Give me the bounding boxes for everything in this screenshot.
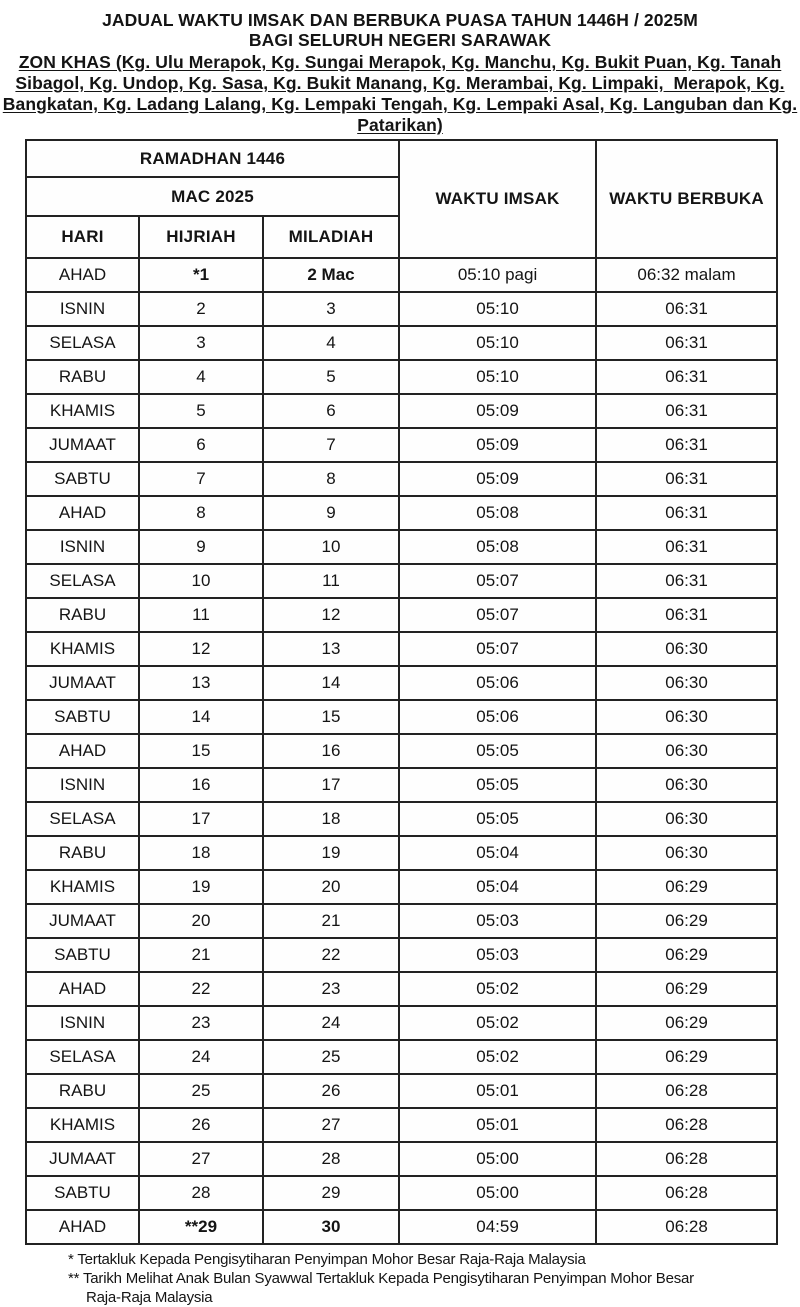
cell-hijriah: 12 <box>139 632 263 666</box>
cell-imsak: 05:08 <box>399 496 596 530</box>
cell-hijriah: 22 <box>139 972 263 1006</box>
cell-berbuka: 06:31 <box>596 292 777 326</box>
cell-imsak: 05:10 <box>399 292 596 326</box>
header-waktu-berbuka: WAKTU BERBUKA <box>596 140 777 258</box>
cell-hijriah: *1 <box>139 258 263 292</box>
cell-hari: SABTU <box>26 462 139 496</box>
cell-hijriah: 20 <box>139 904 263 938</box>
footnote-1: * Tertakluk Kepada Pengisytiharan Penyimpan Mohor Besar Raja-Raja Malaysia <box>68 1251 586 1268</box>
cell-berbuka: 06:28 <box>596 1108 777 1142</box>
cell-hijriah: 15 <box>139 734 263 768</box>
cell-hijriah: 23 <box>139 1006 263 1040</box>
cell-hari: AHAD <box>26 496 139 530</box>
cell-hijriah: 17 <box>139 802 263 836</box>
cell-hijriah: 10 <box>139 564 263 598</box>
cell-hijriah: 28 <box>139 1176 263 1210</box>
cell-berbuka: 06:30 <box>596 734 777 768</box>
cell-miladiah: 15 <box>263 700 399 734</box>
table-row <box>26 768 777 802</box>
cell-imsak: 05:04 <box>399 836 596 870</box>
header-waktu-imsak: WAKTU IMSAK <box>399 140 596 258</box>
cell-imsak: 04:59 <box>399 1210 596 1244</box>
table-row <box>26 1176 777 1210</box>
cell-miladiah: 9 <box>263 496 399 530</box>
cell-hijriah: 18 <box>139 836 263 870</box>
cell-miladiah: 27 <box>263 1108 399 1142</box>
table-row <box>26 1142 777 1176</box>
cell-imsak: 05:00 <box>399 1142 596 1176</box>
table-row <box>26 530 777 564</box>
cell-miladiah: 28 <box>263 1142 399 1176</box>
cell-imsak: 05:02 <box>399 1006 596 1040</box>
table-row <box>26 632 777 666</box>
cell-miladiah: 6 <box>263 394 399 428</box>
cell-berbuka: 06:28 <box>596 1176 777 1210</box>
cell-berbuka: 06:31 <box>596 462 777 496</box>
zone-heading-line3: Bangkatan, Kg. Ladang Lalang, Kg. Lempaki Tengah, Kg. Lempaki Asal, Kg. Languban dan Kg. <box>2 94 798 114</box>
cell-hijriah: 19 <box>139 870 263 904</box>
table-row <box>26 394 777 428</box>
cell-hari: RABU <box>26 598 139 632</box>
cell-hari: RABU <box>26 1074 139 1108</box>
page-title-line1: JADUAL WAKTU IMSAK DAN BERBUKA PUASA TAHUN 1446H / 2025M <box>102 10 698 30</box>
table-row <box>26 428 777 462</box>
cell-berbuka: 06:31 <box>596 564 777 598</box>
cell-hari: SELASA <box>26 564 139 598</box>
cell-hijriah: 9 <box>139 530 263 564</box>
cell-imsak: 05:05 <box>399 768 596 802</box>
table-row <box>26 360 777 394</box>
table-row <box>26 836 777 870</box>
cell-imsak: 05:10 <box>399 360 596 394</box>
cell-miladiah: 4 <box>263 326 399 360</box>
cell-hari: AHAD <box>26 258 139 292</box>
cell-miladiah: 13 <box>263 632 399 666</box>
table-row <box>26 802 777 836</box>
cell-imsak: 05:07 <box>399 632 596 666</box>
cell-berbuka: 06:29 <box>596 938 777 972</box>
cell-hari: JUMAAT <box>26 904 139 938</box>
cell-berbuka: 06:30 <box>596 700 777 734</box>
cell-miladiah: 29 <box>263 1176 399 1210</box>
cell-hari: AHAD <box>26 1210 139 1244</box>
cell-miladiah: 30 <box>263 1210 399 1244</box>
cell-miladiah: 8 <box>263 462 399 496</box>
cell-imsak: 05:08 <box>399 530 596 564</box>
footnote-2: ** Tarikh Melihat Anak Bulan Syawwal Tertakluk Kepada Pengisytiharan Penyimpan Mohor Besar Raja-Raja Malaysia <box>68 1270 694 1306</box>
table-row <box>26 326 777 360</box>
cell-hari: JUMAAT <box>26 1142 139 1176</box>
table-row <box>26 258 777 292</box>
cell-hari: RABU <box>26 836 139 870</box>
cell-hari: SELASA <box>26 1040 139 1074</box>
cell-berbuka: 06:31 <box>596 598 777 632</box>
cell-hari: ISNIN <box>26 530 139 564</box>
cell-hari: SABTU <box>26 938 139 972</box>
cell-imsak: 05:10 pagi <box>399 258 596 292</box>
cell-hijriah: 8 <box>139 496 263 530</box>
cell-hari: SELASA <box>26 326 139 360</box>
cell-miladiah: 5 <box>263 360 399 394</box>
table-row <box>26 564 777 598</box>
table-row <box>26 1006 777 1040</box>
cell-miladiah: 22 <box>263 938 399 972</box>
cell-hari: KHAMIS <box>26 632 139 666</box>
cell-imsak: 05:09 <box>399 428 596 462</box>
cell-miladiah: 18 <box>263 802 399 836</box>
cell-imsak: 05:06 <box>399 666 596 700</box>
cell-hari: SABTU <box>26 700 139 734</box>
cell-imsak: 05:05 <box>399 734 596 768</box>
table-row <box>26 972 777 1006</box>
cell-berbuka: 06:31 <box>596 360 777 394</box>
page-title-line2: BAGI SELURUH NEGERI SARAWAK <box>248 29 552 50</box>
cell-hijriah: 14 <box>139 700 263 734</box>
cell-miladiah: 14 <box>263 666 399 700</box>
cell-hijriah: 3 <box>139 326 263 360</box>
cell-hijriah: 6 <box>139 428 263 462</box>
header-month: MAC 2025 <box>26 177 399 216</box>
table-row <box>26 904 777 938</box>
footnotes <box>68 1250 728 1307</box>
cell-berbuka: 06:30 <box>596 666 777 700</box>
cell-hijriah: **29 <box>139 1210 263 1244</box>
cell-berbuka: 06:31 <box>596 428 777 462</box>
cell-berbuka: 06:29 <box>596 1006 777 1040</box>
cell-berbuka: 06:32 malam <box>596 258 777 292</box>
cell-miladiah: 19 <box>263 836 399 870</box>
table-row <box>26 598 777 632</box>
cell-miladiah: 16 <box>263 734 399 768</box>
cell-hari: KHAMIS <box>26 394 139 428</box>
cell-hijriah: 25 <box>139 1074 263 1108</box>
cell-hari: RABU <box>26 360 139 394</box>
cell-miladiah: 2 Mac <box>263 258 399 292</box>
cell-imsak: 05:03 <box>399 904 596 938</box>
cell-hari: SABTU <box>26 1176 139 1210</box>
cell-hari: SELASA <box>26 802 139 836</box>
cell-berbuka: 06:31 <box>596 326 777 360</box>
cell-hijriah: 7 <box>139 462 263 496</box>
header-miladiah: MILADIAH <box>263 216 399 258</box>
cell-hijriah: 4 <box>139 360 263 394</box>
cell-hari: ISNIN <box>26 292 139 326</box>
cell-hijriah: 13 <box>139 666 263 700</box>
header-hari: HARI <box>26 216 139 258</box>
cell-hijriah: 16 <box>139 768 263 802</box>
cell-hijriah: 26 <box>139 1108 263 1142</box>
cell-hijriah: 27 <box>139 1142 263 1176</box>
cell-berbuka: 06:29 <box>596 972 777 1006</box>
table-header-row-ramadhan <box>26 140 777 177</box>
table-row <box>26 666 777 700</box>
cell-berbuka: 06:31 <box>596 496 777 530</box>
cell-imsak: 05:02 <box>399 972 596 1006</box>
cell-hari: ISNIN <box>26 768 139 802</box>
cell-imsak: 05:02 <box>399 1040 596 1074</box>
table-row <box>26 734 777 768</box>
cell-miladiah: 26 <box>263 1074 399 1108</box>
cell-miladiah: 25 <box>263 1040 399 1074</box>
cell-berbuka: 06:29 <box>596 870 777 904</box>
zone-heading-line4: Patarikan) <box>357 115 443 135</box>
table-row <box>26 700 777 734</box>
cell-imsak: 05:01 <box>399 1108 596 1142</box>
cell-hari: KHAMIS <box>26 1108 139 1142</box>
header-hijriah: HIJRIAH <box>139 216 263 258</box>
cell-imsak: 05:00 <box>399 1176 596 1210</box>
cell-imsak: 05:09 <box>399 394 596 428</box>
cell-hari: AHAD <box>26 972 139 1006</box>
cell-imsak: 05:09 <box>399 462 596 496</box>
cell-miladiah: 24 <box>263 1006 399 1040</box>
cell-miladiah: 17 <box>263 768 399 802</box>
cell-hijriah: 11 <box>139 598 263 632</box>
cell-hari: KHAMIS <box>26 870 139 904</box>
table-row <box>26 938 777 972</box>
cell-hari: JUMAAT <box>26 666 139 700</box>
cell-hijriah: 21 <box>139 938 263 972</box>
cell-miladiah: 11 <box>263 564 399 598</box>
cell-miladiah: 23 <box>263 972 399 1006</box>
cell-imsak: 05:01 <box>399 1074 596 1108</box>
cell-imsak: 05:07 <box>399 598 596 632</box>
cell-berbuka: 06:30 <box>596 836 777 870</box>
cell-miladiah: 21 <box>263 904 399 938</box>
header-ramadhan: RAMADHAN 1446 <box>26 140 399 177</box>
table-row <box>26 1108 777 1142</box>
cell-berbuka: 06:28 <box>596 1210 777 1244</box>
cell-berbuka: 06:31 <box>596 530 777 564</box>
zone-heading <box>0 52 800 136</box>
cell-hari: JUMAAT <box>26 428 139 462</box>
document-header <box>0 11 800 136</box>
cell-imsak: 05:04 <box>399 870 596 904</box>
schedule-table <box>25 139 778 1245</box>
cell-imsak: 05:05 <box>399 802 596 836</box>
table-row <box>26 1074 777 1108</box>
cell-berbuka: 06:30 <box>596 802 777 836</box>
cell-berbuka: 06:29 <box>596 904 777 938</box>
cell-miladiah: 12 <box>263 598 399 632</box>
cell-hari: ISNIN <box>26 1006 139 1040</box>
cell-hijriah: 5 <box>139 394 263 428</box>
schedule-table-body <box>26 140 777 1244</box>
cell-miladiah: 20 <box>263 870 399 904</box>
cell-hijriah: 2 <box>139 292 263 326</box>
zone-heading-line2: Sibagol, Kg. Undop, Kg. Sasa, Kg. Bukit Manang, Kg. Merambai, Kg. Limpaki, Merapok, Kg. <box>15 73 785 93</box>
table-row <box>26 496 777 530</box>
cell-miladiah: 3 <box>263 292 399 326</box>
cell-imsak: 05:06 <box>399 700 596 734</box>
table-row <box>26 292 777 326</box>
cell-hari: AHAD <box>26 734 139 768</box>
table-row <box>26 870 777 904</box>
cell-berbuka: 06:28 <box>596 1142 777 1176</box>
cell-berbuka: 06:28 <box>596 1074 777 1108</box>
cell-hijriah: 24 <box>139 1040 263 1074</box>
cell-berbuka: 06:30 <box>596 632 777 666</box>
table-row <box>26 462 777 496</box>
cell-imsak: 05:03 <box>399 938 596 972</box>
zone-heading-line1: ZON KHAS (Kg. Ulu Merapok, Kg. Sungai Merapok, Kg. Manchu, Kg. Bukit Puan, Kg. Tanah <box>18 52 782 72</box>
cell-berbuka: 06:30 <box>596 768 777 802</box>
cell-imsak: 05:10 <box>399 326 596 360</box>
cell-miladiah: 7 <box>263 428 399 462</box>
cell-miladiah: 10 <box>263 530 399 564</box>
cell-berbuka: 06:29 <box>596 1040 777 1074</box>
table-row <box>26 1210 777 1244</box>
cell-berbuka: 06:31 <box>596 394 777 428</box>
table-row <box>26 1040 777 1074</box>
cell-imsak: 05:07 <box>399 564 596 598</box>
